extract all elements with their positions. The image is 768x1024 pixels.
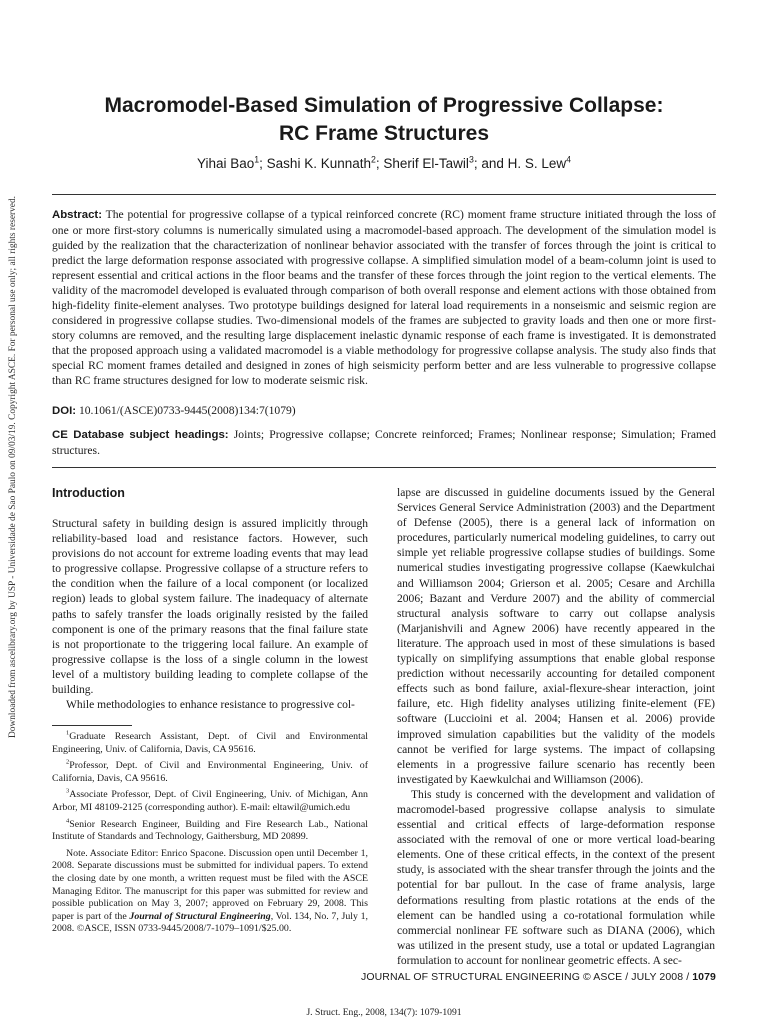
author-2-mark: 2 xyxy=(371,154,376,165)
footnote-2-text: Professor, Dept. of Civil and Environmental Engineering, Univ. of California, Davis, CA 95616. xyxy=(52,760,368,784)
footnote-rule xyxy=(52,725,132,726)
subject-headings-value: Joints; Progressive collapse; Concrete reinforced; Frames; Nonlinear response; Simulation; Framed structures. xyxy=(52,428,716,457)
right-column-body xyxy=(397,486,715,969)
editorial-note-journal: Journal of Structural Engineering xyxy=(129,910,271,922)
footnote-4-text: Senior Research Engineer, Building and Fire Research Lab., National Institute of Standards and Technology, Gaithersburg, MD 20899. xyxy=(52,818,368,843)
author-1-name: Yihai Bao xyxy=(196,156,255,171)
paper-title xyxy=(52,92,716,148)
editorial-note xyxy=(52,848,368,936)
author-4-name: H. S. Lew xyxy=(507,156,567,171)
download-notice-text: Downloaded from ascelibrary.org by USP - Universidade de Sao Paulo on 09/03/19. Copyright ASCE. For personal use only; all rights reserved. xyxy=(8,195,18,739)
editorial-note-citation: , Vol. 134, No. 7, July 1, 2008. ©ASCE, ISSN 0733-9445/2008/7-1079–1091/$25.00. xyxy=(52,910,368,935)
author-1-mark: 1 xyxy=(254,154,260,165)
left-column-body xyxy=(52,517,368,713)
author-2-sep: ; xyxy=(375,156,384,171)
section-heading-introduction: Introduction xyxy=(52,486,125,500)
footnote-3 xyxy=(52,789,368,814)
intro-paragraph-1: Structural safety in building design is assured implicitly through reliability-based load and resistance factors. However, such provisions do not account for extreme loading events that may lead to progressive collapse. Progressive collapse of a structure refers to the condition when the failure of a local component (or localized region) leads to global system failure. The inadequacy of alternate paths to safely transfer the loads originally resisted by the failed component is one of the primary reasons that the final failure state is not proportionate to the triggering local failure. An example of progressive collapse is the loss of a single column in the lowest level of a multistory building leading to complete collapse of the building. xyxy=(52,518,368,697)
abstract-label: Abstract: xyxy=(52,209,103,221)
footnote-3-mark: 3 xyxy=(66,788,70,796)
footnote-4-mark: 4 xyxy=(66,817,70,825)
author-1-sep: ; xyxy=(259,156,267,171)
footnote-2-mark: 2 xyxy=(66,758,70,766)
abstract-bottom-rule xyxy=(52,467,716,468)
title-line-2: RC Frame Structures xyxy=(278,122,490,145)
right-paragraph-1: lapse are discussed in guideline documents issued by the General Services General Service Administration (2003) and the Department of Defense (2005), there is a general lack of information on procedures, particularly numerical modeling guidelines, to carry out simple yet reliable progressive collapse studies of buildings. Some numerical studies investigating progressive collapse (Kaewkulchai and Williamson 2004; Grierson et al. 2005; Cesare and Archilla 2006; Bazant and Verdure 2007) and the ability of commercial structural analysis software to carry out collapse analysis (Marjanishvili and Agnew 2006) have recently appeared in the literature. The approach used in most of these simulations is based typically on simplifying assumptions that enable global response prediction without necessarily accounting for detailed component effects such as bond failure, axial-flexure-shear interaction, joint failure, etc. High fidelity analyses utilizing finite-element (FE) software (Luccioini et al. 2004; Hansen et al. 2006) provide improved simulation capabilities but the validity of the models cannot be verified for large systems. The impact of collapsing elements in a progressive failure scenario has recently been investigated by Kaewkulchai and Williamson (2006). xyxy=(397,487,715,786)
footnote-1 xyxy=(52,731,368,756)
footnote-4 xyxy=(52,819,368,844)
author-list xyxy=(52,156,716,171)
footnote-3-text: Associate Professor, Dept. of Civil Engineering, Univ. of Michigan, Ann Arbor, MI 48109-2125 (corresponding author). E-mail: eltawil@umich.edu xyxy=(52,789,368,813)
author-3-name: Sherif El-Tawil xyxy=(383,156,469,171)
running-footer xyxy=(361,971,716,983)
footnote-1-text: Graduate Research Assistant, Dept. of Civil and Environmental Engineering, Univ. of California, Davis, CA 95616. xyxy=(52,731,368,755)
doi xyxy=(52,403,716,419)
subject-headings xyxy=(52,427,716,458)
running-footer-text: JOURNAL OF STRUCTURAL ENGINEERING © ASCE / JULY 2008 / xyxy=(361,971,693,983)
citation-line: J. Struct. Eng., 2008, 134(7): 1079-1091 xyxy=(306,1007,462,1018)
download-notice xyxy=(1,195,23,739)
footnotes xyxy=(52,731,368,936)
editorial-note-text: Note. Associate Editor: Enrico Spacone. Discussion open until December 1, 2008. Separate discussions must be submitted for individual papers. To extend the closing date by one month, a written request must be filed with the ASCE Managing Editor. The manuscript for this paper was submitted for review and possible publication on May 3, 2007; approved on February 29, 2008. This paper is part of the xyxy=(52,847,368,922)
author-3-sep: ; and xyxy=(473,156,508,171)
intro-paragraph-2: While methodologies to enhance resistance to progressive col- xyxy=(66,699,355,712)
abstract xyxy=(52,207,716,388)
subject-headings-label: CE Database subject headings: xyxy=(52,429,229,441)
footnote-1-mark: 1 xyxy=(66,729,70,737)
author-2-name: Sashi K. Kunnath xyxy=(266,156,371,171)
page-number: 1079 xyxy=(692,971,716,983)
title-line-1: Macromodel-Based Simulation of Progressive Collapse: xyxy=(104,94,664,117)
doi-value[interactable]: 10.1061/(ASCE)0733-9445(2008)134:7(1079) xyxy=(76,404,296,417)
author-3-mark: 3 xyxy=(468,154,474,165)
right-paragraph-2: This study is concerned with the development and validation of macromodel-based progressive collapse analysis to simulate essential and critical effects of large-deformation response associated with the removal of one or more vertical load-bearing elements. One of these critical effects, in the context of the present study, is associated with the shear transfer through the joints and the potential for bar pullout. In the case of frame analysis, large deformations resulting from plastic rotations at the ends of the element can be handled using a co-rotational formulation while commercial nonlinear FE software such as DIANA (2006), which was utilized in the present study, use a total or updated Lagrangian formulation to account for nonlinear geometric effects. A sec- xyxy=(397,788,715,967)
footnote-2 xyxy=(52,760,368,785)
abstract-text: The potential for progressive collapse of a typical reinforced concrete (RC) moment frame structure initiated through the loss of one or more first-story columns is numerically simulated using a macromodel-based approach. The development of the simulation model is guided by the realization that the characterization of nonlinear behavior associated with the transfer of forces through the joint is critical to predict the large deformation response associated with progressive collapse. A simplified simulation model of a beam-column joint is used to represent essential and critical actions in the floor beams and the transfer of these forces through the joint region to the vertical elements. The validity of the macromodel developed is evaluated through comparison of both overall response and element actions with those obtained from high-fidelity finite-element analyses. Two prototype buildings designed for lateral load requirements in a nonseismic and seismic region are considered in progressive collapse studies. Two-dimensional models of the frames are subjected to gravity loads and then one or more first-story columns are removed, and the resulting large displacement inelastic dynamic response of each frame is investigated. It is demonstrated that the proposed approach using a validated macromodel is a viable methodology for progressive collapse analysis. The study also finds that special RC moment frames detailed and designed in zones of high seismicity perform better and are less vulnerable to progressive collapse than RC frame structures designed for low to moderate seismic risk. xyxy=(52,208,716,387)
author-4-mark: 4 xyxy=(566,154,572,165)
doi-label: DOI: xyxy=(52,405,77,417)
abstract-top-rule xyxy=(52,194,716,195)
